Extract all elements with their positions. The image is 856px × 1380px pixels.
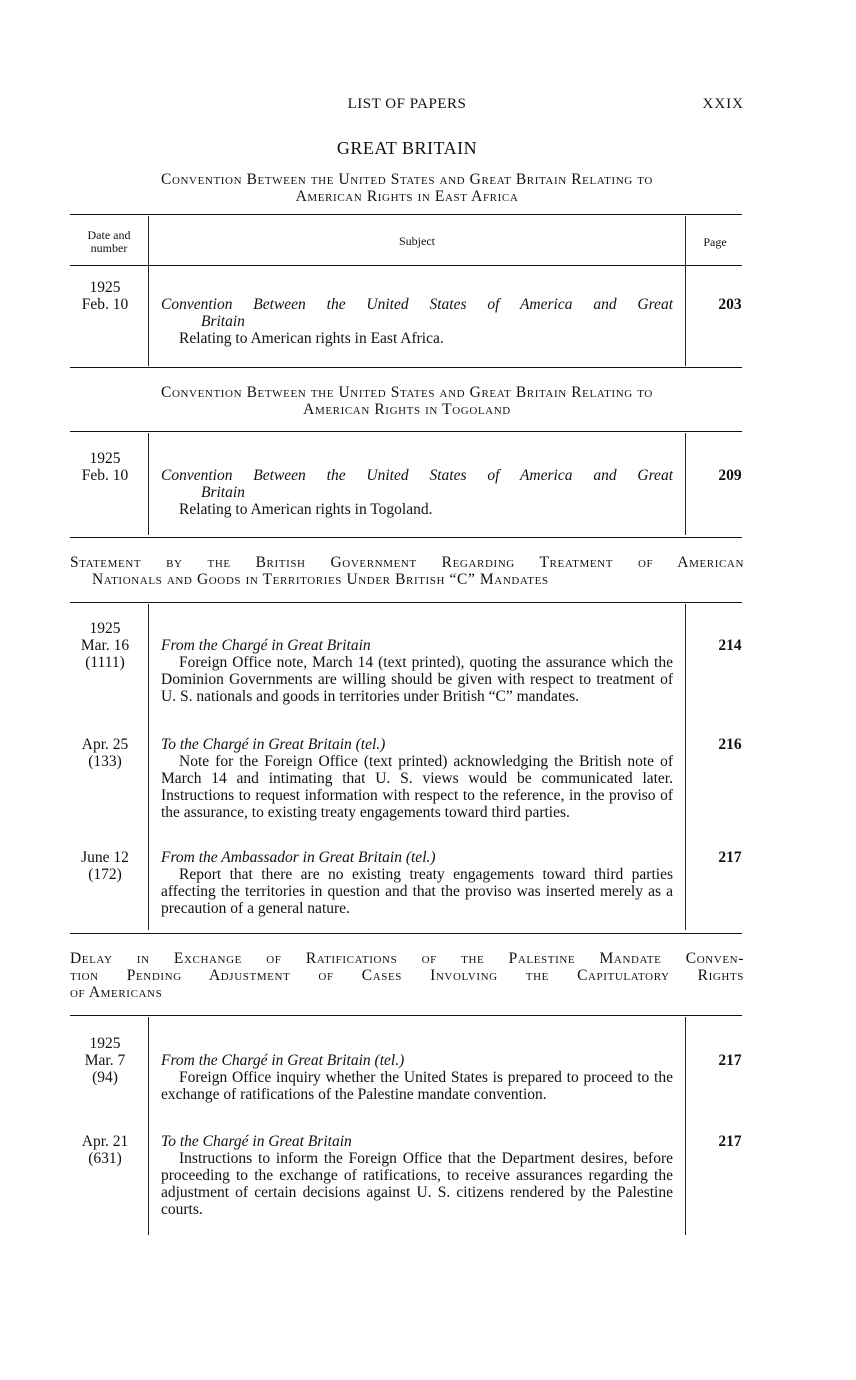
column-divider <box>685 433 686 535</box>
entry-page: 216 <box>718 736 742 753</box>
entry-heading: Convention Between the United States of America and Great <box>161 467 673 484</box>
entry-page: 214 <box>718 637 742 654</box>
table-top-rule <box>70 214 742 215</box>
entry-date: 1925 Feb. 10 <box>81 450 129 484</box>
column-divider <box>148 604 149 930</box>
entry-subject <box>161 637 673 705</box>
entry-page: 209 <box>718 467 742 484</box>
entry-body: Relating to American rights in East Africa. <box>179 330 444 347</box>
country-heading: GREAT BRITAIN <box>336 138 478 158</box>
table-top-rule <box>70 1015 742 1016</box>
entry-date: June 12 (172) <box>81 849 129 883</box>
entry-date: 1925 Mar. 16 (1111) <box>80 620 130 671</box>
column-divider <box>148 1017 149 1235</box>
page-number: XXIX <box>702 96 744 112</box>
column-divider <box>148 216 149 366</box>
entry-date: 1925 Mar. 7 (94) <box>84 1035 126 1086</box>
column-header-subject: Subject <box>399 234 435 248</box>
entry-subject <box>161 1133 673 1218</box>
entry-heading: To the Chargé in Great Britain (tel.) <box>161 736 386 753</box>
header-rule <box>70 265 742 266</box>
entry-page: 217 <box>718 849 742 866</box>
entry-subject <box>161 736 673 821</box>
entry-subject: Convention Between the United States of America and Great Britain Relating to American rights in Togoland. <box>161 467 673 518</box>
entry-heading: From the Chargé in Great Britain (tel.) <box>161 1052 405 1069</box>
entry-date: Apr. 21 (631) <box>81 1133 129 1167</box>
table-top-rule <box>70 602 742 603</box>
entry-date: Apr. 25 (133) <box>81 736 129 770</box>
entry-date: 1925 Feb. 10 <box>81 279 129 313</box>
running-title: LIST OF PAPERS <box>347 96 467 112</box>
column-header-page: Page <box>703 235 727 249</box>
running-header <box>70 96 744 118</box>
section-title: Statement by the British Government Regarding Treatment of American Nationals and Goods in Territories Under British “C” Mandates <box>70 554 744 588</box>
entry-body: Foreign Office inquiry whether the United States is prepared to proceed to the exchange of ratifications of the Palestine mandate convention. <box>161 1069 673 1103</box>
entry-body: Instructions to inform the Foreign Office that the Department desires, before proceeding to the exchange of ratifications, to receive assurances regarding the adjustment of certain decisions against U. S. citizens rendered by the Palestine courts. <box>161 1150 673 1218</box>
table-bottom-rule <box>70 933 742 934</box>
column-divider <box>148 433 149 535</box>
entry-heading: To the Chargé in Great Britain <box>161 1133 352 1150</box>
table-bottom-rule <box>70 537 742 538</box>
entry-heading: Convention Between the United States of America and Great <box>161 296 673 313</box>
entry-page: 217 <box>718 1133 742 1150</box>
entry-subject: Convention Between the United States of America and Great Britain Relating to American rights in East Africa. <box>161 296 673 347</box>
entry-page: 203 <box>718 296 742 313</box>
column-divider <box>685 604 686 930</box>
entry-body: Note for the Foreign Office (text printed) acknowledging the British note of March 14 and intimating that U. S. views would be communicated later. Instructions to request information with respect to the reference, in the proviso of the assurance, to existing treaty engagements toward third parties. <box>161 753 673 821</box>
entry-subject <box>161 1052 673 1103</box>
entry-body: Relating to American rights in Togoland. <box>179 501 433 518</box>
column-header-date: Date and number <box>87 228 131 255</box>
table-top-rule <box>70 431 742 432</box>
table-bottom-rule <box>70 367 742 368</box>
section-title: Convention Between the United States and Great Britain Relating to American Rights in Togoland <box>161 384 653 418</box>
entry-body: Foreign Office note, March 14 (text printed), quoting the assurance which the Dominion Governments are willing should be given with respect to treatment of U. S. nationals and goods in territories under British “C” mandates. <box>161 654 673 705</box>
entry-body: Report that there are no existing treaty engagements toward third parties affecting the territories in question and that the proviso was inserted merely as a precaution of a general nature. <box>161 866 673 917</box>
section-title: Convention Between the United States and Great Britain Relating to American Rights in East Africa <box>161 171 653 205</box>
column-divider <box>685 1017 686 1235</box>
entry-heading: From the Chargé in Great Britain <box>161 637 371 654</box>
entry-heading: From the Ambassador in Great Britain (tel.) <box>161 849 436 866</box>
entry-page: 217 <box>718 1052 742 1069</box>
section-title: Delay in Exchange of Ratifications of the Palestine Mandate Conven- tion Pending Adjustment of Cases Involving the Capitulatory Rights of Americans <box>70 950 744 1001</box>
entry-subject <box>161 849 673 917</box>
